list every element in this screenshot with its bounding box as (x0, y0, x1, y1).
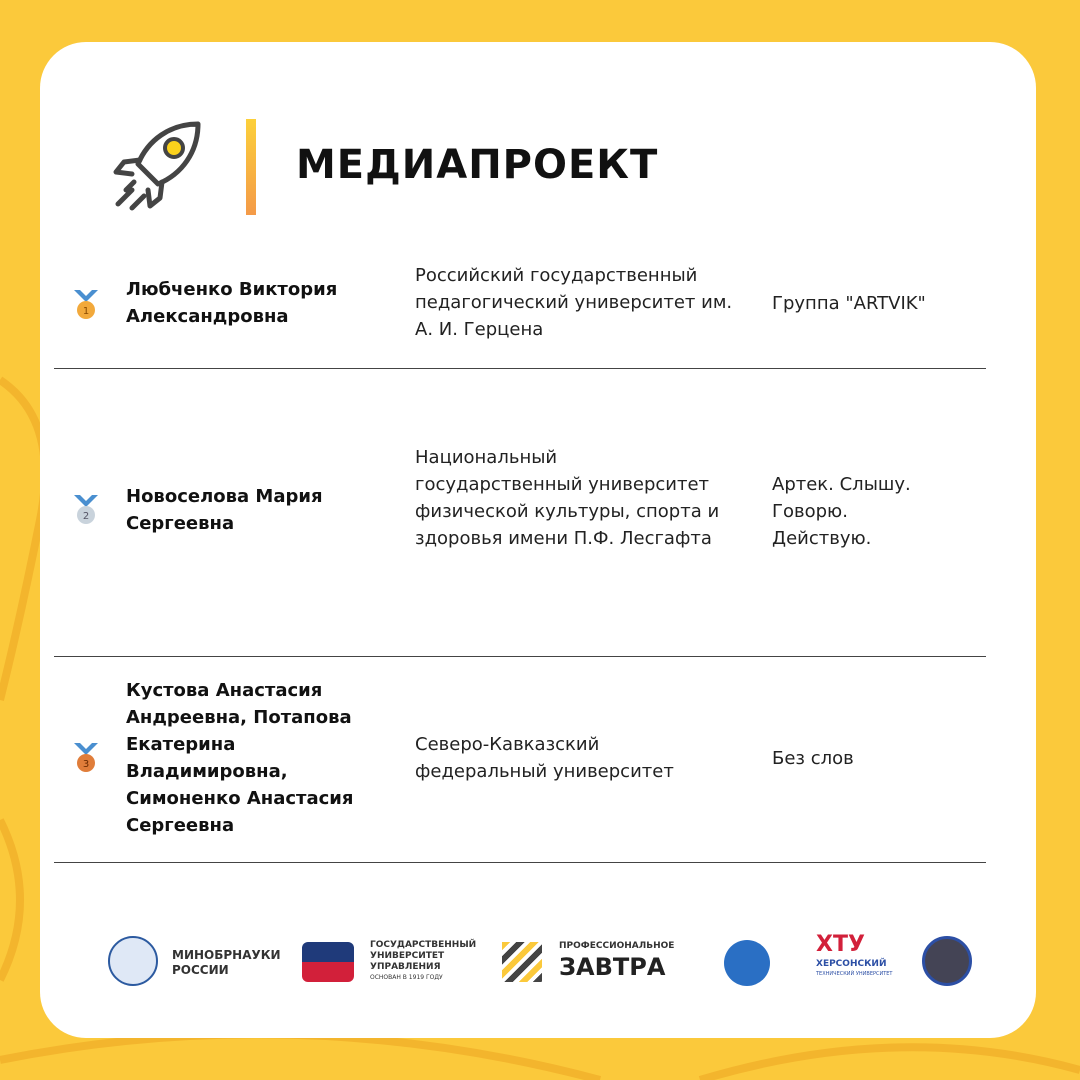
prof-zavtra-logo: ПРОФЕССИОНАЛЬНОЕ ЗАВТРА (559, 941, 675, 981)
university: Российский государственный педагогический университет им. А. И. Герцена (415, 265, 733, 340)
participant-name: Любченко Виктория Александровна (126, 279, 338, 327)
minobr-logo: МИНОБРНАУКИ РОССИИ (172, 948, 281, 977)
university: Национальный государственный университет физической культуры, спорта и здоровья имени П.Ф. Лесгафта (415, 447, 720, 549)
svg-text:2: 2 (82, 511, 90, 522)
guu-logo: ГОСУДАРСТВЕННЫЙ УНИВЕРСИТЕТ УПРАВЛЕНИЯ ОСНОВАН В 1919 ГОДУ (370, 940, 477, 981)
bronze-medal-icon (72, 741, 100, 775)
card (40, 42, 1036, 1038)
table-row (54, 657, 986, 863)
silver-medal-icon (72, 493, 100, 527)
prof-stripes-logo (502, 942, 542, 982)
kherson-logo: ХТУ ХЕРСОНСКИЙ ТЕХНИЧЕСКИЙ УНИВЕРСИТЕТ (816, 932, 893, 977)
work-title: Артек. Слышу. Говорю. Действую. (772, 474, 911, 549)
gold-medal-icon (72, 288, 100, 322)
rocket-icon (110, 120, 206, 212)
participant-name: Новоселова Мария Сергеевна (126, 486, 323, 534)
table-row (54, 369, 986, 657)
table-row (54, 252, 986, 369)
guu-book-logo (302, 942, 354, 982)
university-seal-logo (922, 936, 972, 986)
university: Северо-Кавказский федеральный университет (415, 734, 674, 782)
participant-name: Кустова Анастасия Андреевна, Потапова Екатерина Владимировна, Симоненко Анастасия Сергеевна (126, 680, 354, 836)
work-title: Группа "ARTVIK" (772, 293, 926, 314)
accent-bar (246, 119, 256, 215)
kherson-mark-logo: ХТУ (816, 932, 865, 957)
partner-logos (104, 932, 984, 992)
work-title: Без слов (772, 748, 854, 769)
page-title: МЕДИАПРОЕКТ (296, 142, 659, 188)
svg-text:3: 3 (82, 759, 90, 770)
puzzle-heart-logo (724, 940, 770, 986)
minobr-emblem-logo (108, 936, 158, 986)
svg-text:1: 1 (82, 306, 90, 317)
